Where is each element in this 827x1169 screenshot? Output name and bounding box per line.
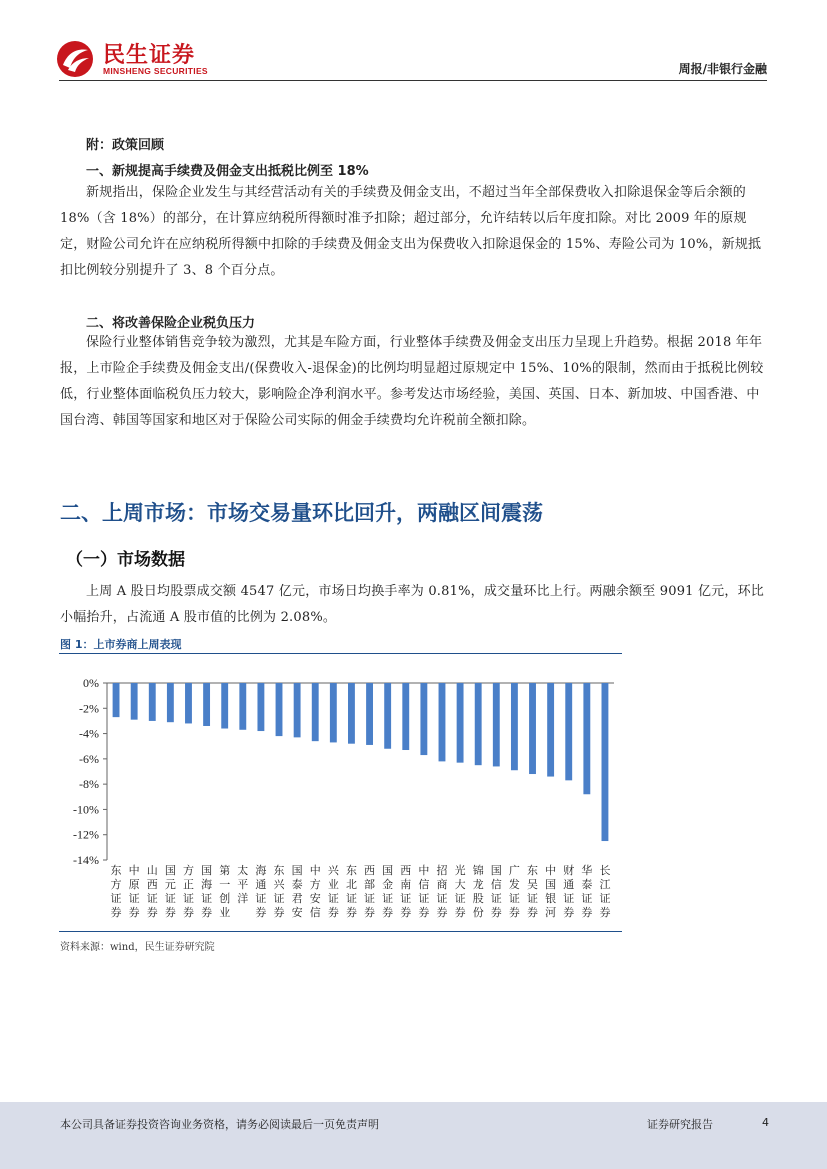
x-tick-label: 东兴证券 — [273, 864, 285, 919]
bar — [312, 683, 319, 741]
y-tick-label: 0% — [83, 676, 99, 690]
bar — [348, 683, 355, 744]
policy-heading-2: 二、将改善保险企业税负压力 — [86, 316, 256, 331]
bar — [602, 683, 609, 841]
x-tick-label: 中国银河 — [545, 864, 557, 919]
bar — [131, 683, 138, 720]
bar — [475, 683, 482, 765]
bar — [276, 683, 283, 736]
page-header — [0, 0, 827, 90]
x-tick-label: 国泰君安 — [291, 864, 303, 919]
bar — [294, 683, 301, 737]
x-tick-label: 兴业证券 — [327, 864, 339, 919]
brand-name-cn: 民生证券 — [103, 43, 196, 68]
policy-title: 附：政策回顾 — [86, 138, 165, 153]
x-tick-label: 国信证券 — [490, 864, 502, 919]
bar — [167, 683, 174, 722]
bar — [457, 683, 464, 763]
x-tick-label: 东吴证券 — [527, 864, 539, 919]
x-tick-label: 东北证券 — [345, 864, 357, 919]
bar — [239, 683, 246, 730]
bar — [113, 683, 120, 717]
y-tick-label: -4% — [79, 726, 99, 741]
x-tick-label: 海通证券 — [255, 864, 267, 919]
broker-performance-chart — [59, 655, 622, 929]
y-tick-label: -12% — [73, 827, 99, 842]
bar — [547, 683, 554, 777]
bar — [529, 683, 536, 774]
market-paragraph: 上周 A 股日均股票成交额 4547 亿元，市场日均换手率为 0.81%，成交量环比上行。两融余额至 9091 亿元，环比小幅抬升，占流通 A 股市值的比例为 2.08%。 — [60, 584, 764, 625]
bar — [149, 683, 156, 721]
figure-title: 图 1：上市券商上周表现 — [60, 638, 182, 651]
x-tick-label: 东方证券 — [110, 864, 122, 919]
policy-paragraph-2: 保险行业整体销售竞争较为激烈，尤其是车险方面，行业整体手续费及佣金支出压力呈现上升趋势。根据 2018 年年报，上市险企手续费及佣金支出/(保费收入-退保金)的比例均明显超过原规定中 15%、10%的限制，然而由于抵税比例较低，行业整体面临税负压力较大，影响险企净利润水平。参考发达市场经验，美国、英国、日本、新加坡、中国香港、中国台湾、韩国等国家和地区对于保险公司实际的佣金手续费均允许税前全额扣除。 — [60, 335, 764, 428]
section-title: 二、上周市场：市场交易量环比回升，两融区间震荡 — [60, 501, 543, 525]
footer-disclaimer: 本公司具备证券投资咨询业务资格，请务必阅读最后一页免责声明 — [60, 1118, 379, 1131]
bar — [203, 683, 210, 726]
x-tick-label: 华泰证券 — [581, 864, 593, 919]
x-tick-label: 西南证券 — [400, 864, 412, 919]
figure-top-rule — [59, 653, 622, 654]
bar — [439, 683, 446, 761]
bar — [402, 683, 409, 750]
x-tick-label: 山西证券 — [146, 864, 158, 919]
figure-source: 资料来源：wind，民生证券研究院 — [60, 942, 215, 953]
x-tick-label: 中信证券 — [418, 864, 430, 919]
bar — [330, 683, 337, 742]
brand-name-en: MINSHENG SECURITIES — [103, 66, 208, 76]
y-tick-label: -14% — [73, 853, 99, 867]
y-tick-label: -8% — [79, 777, 99, 792]
y-tick-label: -6% — [79, 751, 99, 766]
x-tick-label: 方正证券 — [182, 864, 194, 919]
policy-heading-1: 一、新规提高手续费及佣金支出抵税比例至 18% — [86, 164, 369, 179]
page-footer — [0, 1102, 827, 1169]
x-tick-label: 财通证券 — [563, 864, 575, 919]
y-tick-label: -10% — [73, 802, 99, 817]
bar — [185, 683, 192, 723]
x-tick-label: 国金证券 — [382, 864, 394, 919]
x-tick-label: 中方安信 — [309, 864, 321, 919]
section-subtitle: （一）市场数据 — [66, 550, 185, 570]
bar — [583, 683, 590, 794]
x-tick-label: 国元证券 — [164, 864, 176, 919]
figure-bottom-rule — [59, 931, 622, 932]
header-divider — [59, 80, 767, 81]
x-tick-label: 广发证券 — [508, 864, 520, 919]
bar — [420, 683, 427, 755]
x-tick-label: 国海证券 — [201, 864, 213, 919]
x-tick-label: 太平洋 — [237, 864, 249, 905]
x-tick-label: 长江证券 — [599, 864, 611, 919]
minsheng-logo-icon — [56, 40, 94, 78]
x-tick-label: 光大证券 — [454, 864, 466, 919]
policy-paragraph-1: 新规指出，保险企业发生与其经营活动有关的手续费及佣金支出，不超过当年全部保费收入扣除退保金等后余额的 18%（含 18%）的部分，在计算应纳税所得额时准予扣除；超过部分，允许结转以后年度扣除。对比 2009 年的原规定，财险公司允许在应纳税所得额中扣除的手续费及佣金支出为保费收入扣除退保金的 15%、寿险公司为 10%，新规抵扣比例较分别提升了 3、8 个百分点。 — [60, 185, 762, 278]
y-tick-label: -2% — [79, 701, 99, 716]
bar — [384, 683, 391, 749]
x-tick-label: 第一创业 — [219, 864, 231, 919]
footer-label: 证券研究报告 — [647, 1118, 713, 1131]
x-tick-label: 招商证券 — [436, 864, 448, 919]
bar — [565, 683, 572, 780]
x-tick-label: 中原证券 — [128, 864, 140, 919]
page-number: 4 — [762, 1116, 769, 1129]
bar — [511, 683, 518, 770]
report-type: 周报/非银行金融 — [678, 62, 767, 76]
bar — [257, 683, 264, 731]
bar — [221, 683, 228, 729]
x-tick-label: 西部证券 — [364, 864, 376, 919]
bar — [366, 683, 373, 745]
bar — [493, 683, 500, 766]
x-tick-label: 锦龙股份 — [472, 864, 484, 919]
